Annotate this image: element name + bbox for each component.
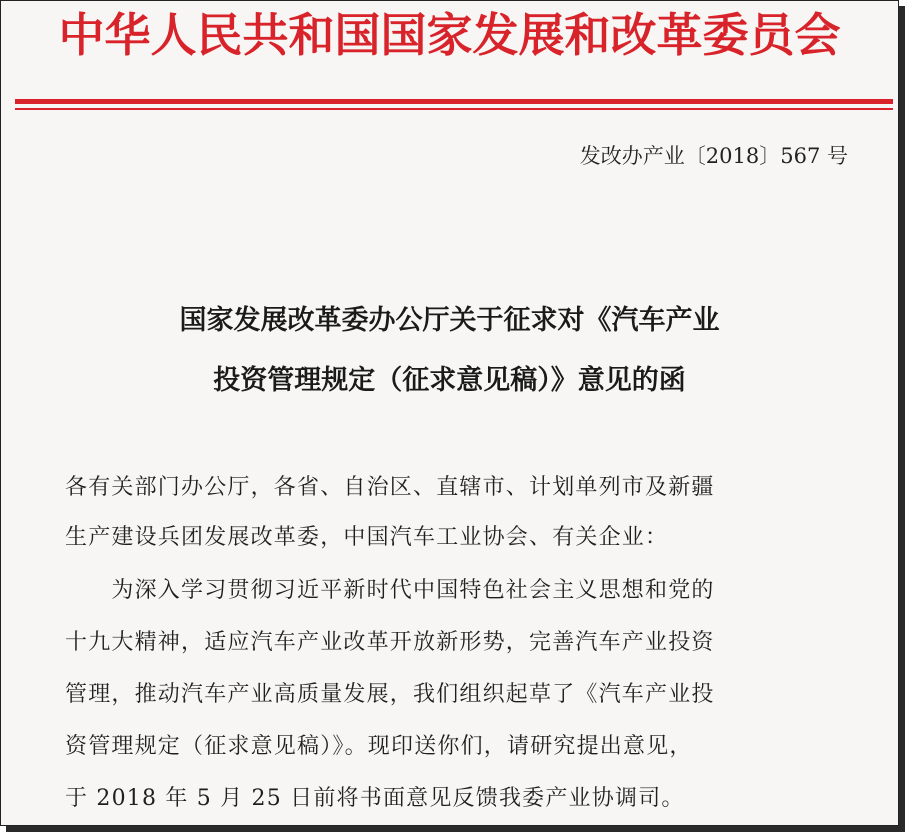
body-line: 十九大精神，适应汽车产业改革开放新形势，完善汽车产业投资 <box>65 630 715 655</box>
red-rule-thick <box>15 99 893 104</box>
body-line: 生产建设兵团发展改革委，中国汽车工业协会、有关企业： <box>65 525 669 550</box>
body-line: 为深入学习贯彻习近平新时代中国特色社会主义思想和党的 <box>65 578 715 603</box>
agency-header: 中华人民共和国国家发展和改革委员会 <box>58 8 841 62</box>
body-line: 各有关部门办公厅，各省、自治区、直辖市、计划单列市及新疆 <box>65 475 715 500</box>
document-number: 发改办产业〔2018〕567 号 <box>579 144 848 168</box>
body-line: 资管理规定（征求意见稿）》。现印送你们，请研究提出意见， <box>65 734 693 759</box>
body-line: 管理，推动汽车产业高质量发展，我们组织起草了《汽车产业投 <box>65 682 715 707</box>
document-title-line-2: 投资管理规定（征求意见稿）》意见的函 <box>213 365 686 396</box>
document-title-line-1: 国家发展改革委办公厅关于征求对《汽车产业 <box>179 305 720 336</box>
red-rule-thin <box>15 108 893 110</box>
body-line: 于 2018 年 5 月 25 日前将书面意见反馈我委产业协调司。 <box>65 786 685 811</box>
